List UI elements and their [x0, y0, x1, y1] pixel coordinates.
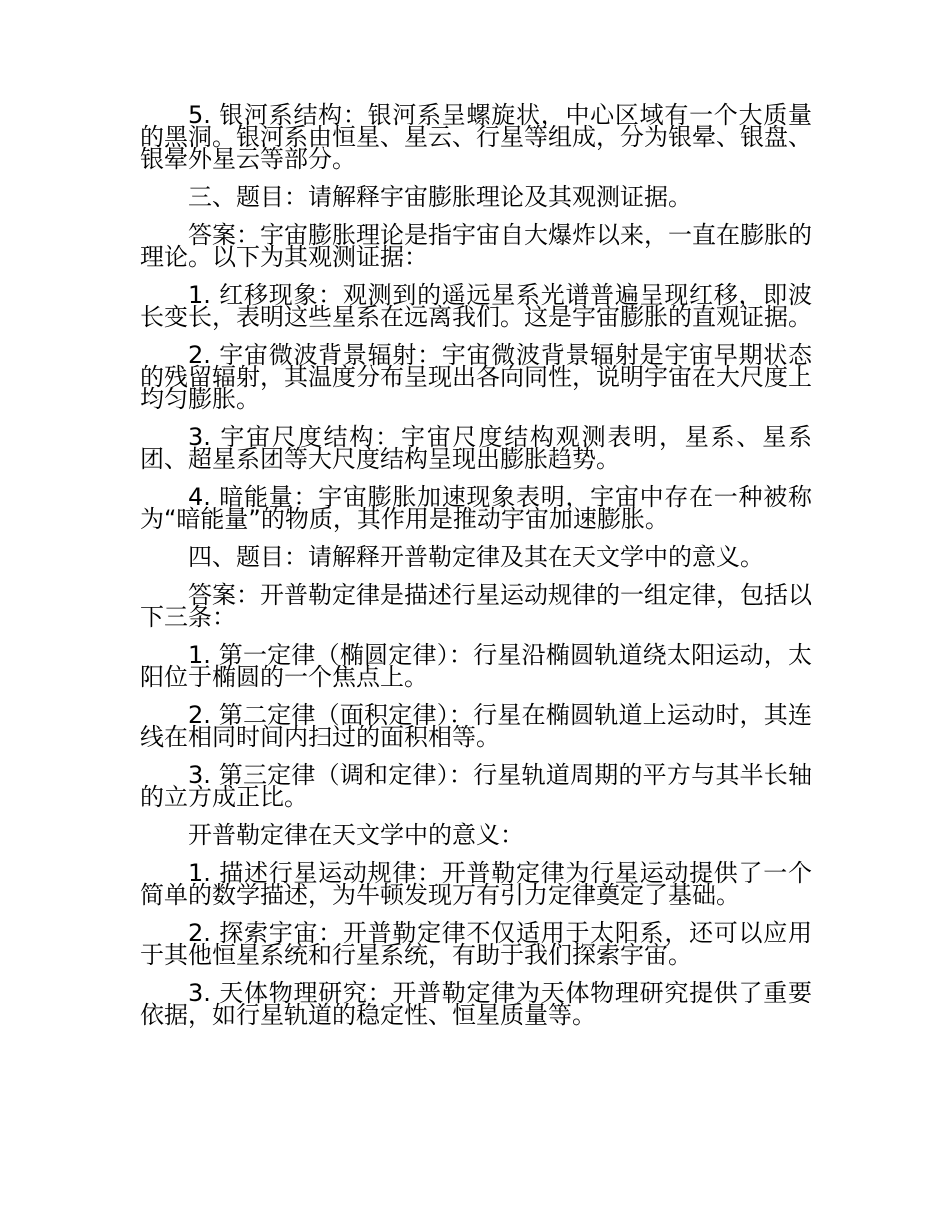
paragraph-galaxy-structure: 5. 银河系结构：银河系呈螺旋状，中心区域有一个大质量的黑洞。银河系由恒星、星云、行星等组成，分为银晕、银盘、银晕外星云等部分。 [140, 101, 812, 173]
kepler-third-law: 3. 第三定律（调和定律）：行星轨道周期的平方与其半长轴的立方成正比。 [140, 761, 812, 811]
question-4-heading: 四、题目：请解释开普勒定律及其在天文学中的意义。 [188, 543, 764, 571]
answer-4-intro: 答案：开普勒定律是描述行星运动规律的一组定律，包括以下三条： [140, 581, 812, 631]
answer-3-intro: 答案：宇宙膨胀理论是指宇宙自大爆炸以来，一直在膨胀的理论。以下为其观测证据： [140, 221, 812, 271]
evidence-redshift: 1. 红移现象：观测到的遥远星系光谱普遍呈现红移，即波长变长，表明这些星系在远离我们。这是宇宙膨胀的直观证据。 [140, 281, 812, 331]
kepler-significance-heading: 开普勒定律在天文学中的意义： [188, 821, 524, 849]
question-3-heading: 三、题目：请解释宇宙膨胀理论及其观测证据。 [188, 183, 692, 211]
evidence-large-scale-structure: 3. 宇宙尺度结构：宇宙尺度结构观测表明，星系、星系团、超星系团等大尺度结构呈现出膨胀趋势。 [140, 423, 812, 473]
document-page [140, 101, 812, 1042]
evidence-dark-energy: 4. 暗能量：宇宙膨胀加速现象表明，宇宙中存在一种被称为“暗能量”的物质，其作用是推动宇宙加速膨胀。 [140, 483, 812, 533]
significance-exploring-universe: 2. 探索宇宙：开普勒定律不仅适用于太阳系，还可以应用于其他恒星系统和行星系统，有助于我们探索宇宙。 [140, 919, 812, 969]
kepler-first-law: 1. 第一定律（椭圆定律）：行星沿椭圆轨道绕太阳运动，太阳位于椭圆的一个焦点上。 [140, 641, 812, 691]
significance-planetary-motion: 1. 描述行星运动规律：开普勒定律为行星运动提供了一个简单的数学描述，为牛顿发现万有引力定律奠定了基础。 [140, 859, 812, 909]
evidence-cmb: 2. 宇宙微波背景辐射：宇宙微波背景辐射是宇宙早期状态的残留辐射，其温度分布呈现出各向同性，说明宇宙在大尺度上均匀膨胀。 [140, 341, 812, 413]
significance-astrophysics: 3. 天体物理研究：开普勒定律为天体物理研究提供了重要依据，如行星轨道的稳定性、恒星质量等。 [140, 979, 812, 1029]
kepler-second-law: 2. 第二定律（面积定律）：行星在椭圆轨道上运动时，其连线在相同时间内扫过的面积相等。 [140, 701, 812, 751]
